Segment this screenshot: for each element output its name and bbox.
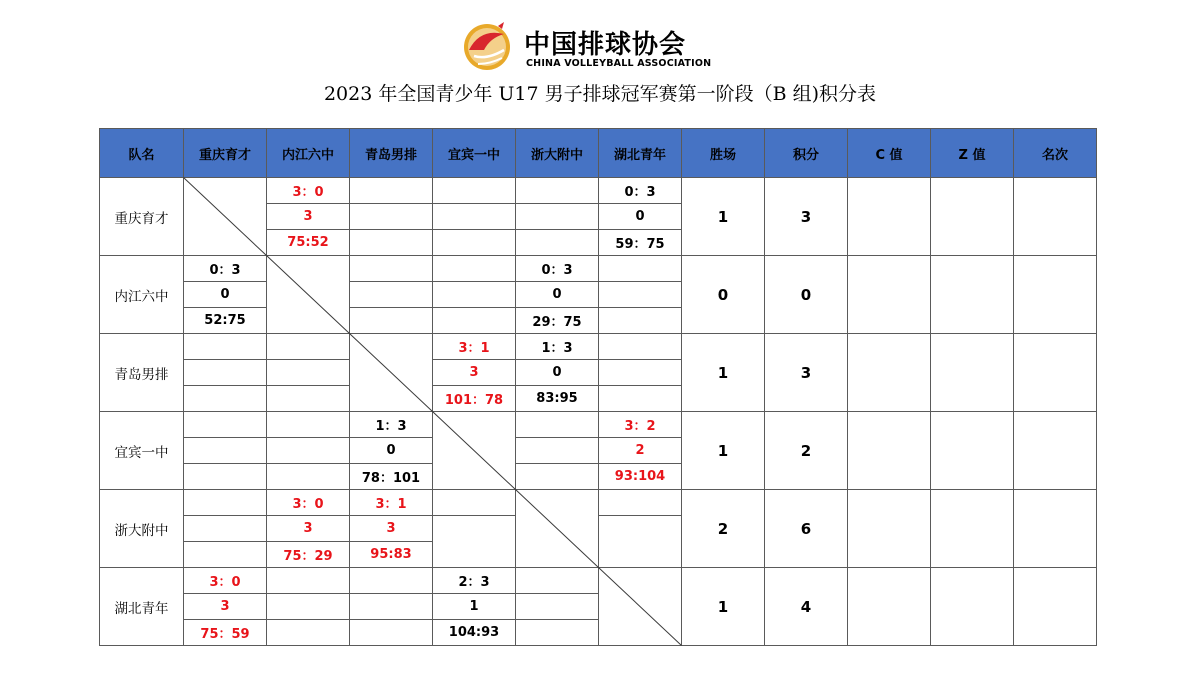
match-result-cell xyxy=(599,282,682,308)
column-header: 名次 xyxy=(1014,129,1097,178)
match-result-cell xyxy=(433,178,516,204)
standings-table xyxy=(99,128,1097,646)
c-value-cell xyxy=(848,412,931,490)
z-value-cell xyxy=(931,490,1014,568)
team-name: 内江六中 xyxy=(100,256,184,334)
cva-logo xyxy=(460,20,712,72)
match-result-cell: 3：0 xyxy=(267,178,350,204)
match-result-cell: 3：0 xyxy=(184,568,267,594)
match-result-cell: 3：1 xyxy=(433,334,516,360)
match-result-cell xyxy=(599,308,682,334)
match-result-cell xyxy=(267,334,350,360)
table-row xyxy=(100,334,1097,360)
team-name: 湖北青年 xyxy=(100,568,184,646)
match-result-cell: 3 xyxy=(267,516,350,542)
match-result-cell xyxy=(184,542,267,568)
match-result-cell: 104:93 xyxy=(433,620,516,646)
match-result-cell: 3：2 xyxy=(599,412,682,438)
match-result-cell: 0 xyxy=(350,438,433,464)
wins-cell: 2 xyxy=(682,490,765,568)
c-value-cell xyxy=(848,490,931,568)
match-result-cell xyxy=(516,178,599,204)
c-value-cell xyxy=(848,178,931,256)
match-result-cell xyxy=(433,542,516,568)
match-result-cell xyxy=(433,490,516,516)
wins-cell: 1 xyxy=(682,334,765,412)
match-result-cell: 0：3 xyxy=(184,256,267,282)
column-header: 积分 xyxy=(765,129,848,178)
column-header: 青岛男排 xyxy=(350,129,433,178)
points-cell: 3 xyxy=(765,178,848,256)
wins-cell: 0 xyxy=(682,256,765,334)
self-match-cell xyxy=(599,568,682,646)
wins-cell: 1 xyxy=(682,568,765,646)
match-result-cell: 3 xyxy=(267,204,350,230)
match-result-cell xyxy=(516,620,599,646)
column-header: 宜宾一中 xyxy=(433,129,516,178)
match-result-cell xyxy=(350,620,433,646)
match-result-cell xyxy=(267,412,350,438)
match-result-cell: 3 xyxy=(350,516,433,542)
match-result-cell: 93:104 xyxy=(599,464,682,490)
match-result-cell: 0 xyxy=(516,360,599,386)
column-header: Z 值 xyxy=(931,129,1014,178)
match-result-cell: 3：1 xyxy=(350,490,433,516)
self-match-cell xyxy=(350,334,433,412)
match-result-cell xyxy=(516,464,599,490)
rank-cell xyxy=(1014,178,1097,256)
points-cell: 6 xyxy=(765,490,848,568)
match-result-cell: 29：75 xyxy=(516,308,599,334)
self-match-cell xyxy=(433,412,516,490)
team-name: 青岛男排 xyxy=(100,334,184,412)
match-result-cell: 3 xyxy=(184,594,267,620)
match-result-cell xyxy=(267,620,350,646)
match-result-cell xyxy=(350,204,433,230)
match-result-cell: 78：101 xyxy=(350,464,433,490)
logo-chinese-name: 中国排球协会 xyxy=(524,30,687,60)
match-result-cell: 75：59 xyxy=(184,620,267,646)
z-value-cell xyxy=(931,412,1014,490)
column-header: 内江六中 xyxy=(267,129,350,178)
table-row xyxy=(100,412,1097,438)
match-result-cell xyxy=(516,438,599,464)
match-result-cell xyxy=(184,386,267,412)
match-result-cell xyxy=(184,360,267,386)
self-match-cell xyxy=(516,490,599,568)
match-result-cell xyxy=(267,438,350,464)
points-cell: 0 xyxy=(765,256,848,334)
c-value-cell xyxy=(848,568,931,646)
match-result-cell xyxy=(516,230,599,256)
rank-cell xyxy=(1014,490,1097,568)
column-header: 胜场 xyxy=(682,129,765,178)
match-result-cell xyxy=(516,594,599,620)
column-header: 队名 xyxy=(100,129,184,178)
rank-cell xyxy=(1014,568,1097,646)
table-row xyxy=(100,568,1097,594)
match-result-cell: 59：75 xyxy=(599,230,682,256)
match-result-cell xyxy=(267,568,350,594)
match-result-cell xyxy=(350,256,433,282)
match-result-cell xyxy=(599,334,682,360)
match-result-cell: 52:75 xyxy=(184,308,267,334)
match-result-cell xyxy=(599,542,682,568)
table-row xyxy=(100,256,1097,282)
match-result-cell xyxy=(184,334,267,360)
match-result-cell xyxy=(433,282,516,308)
match-result-cell xyxy=(433,308,516,334)
points-cell: 2 xyxy=(765,412,848,490)
standings-body xyxy=(100,178,1097,646)
match-result-cell: 75：29 xyxy=(267,542,350,568)
match-result-cell xyxy=(267,464,350,490)
match-result-cell xyxy=(350,178,433,204)
c-value-cell xyxy=(848,334,931,412)
z-value-cell xyxy=(931,178,1014,256)
column-header: 重庆育才 xyxy=(184,129,267,178)
points-cell: 3 xyxy=(765,334,848,412)
match-result-cell xyxy=(267,360,350,386)
wins-cell: 1 xyxy=(682,412,765,490)
match-result-cell: 2 xyxy=(599,438,682,464)
match-result-cell xyxy=(516,412,599,438)
match-result-cell: 2：3 xyxy=(433,568,516,594)
match-result-cell xyxy=(599,386,682,412)
match-result-cell xyxy=(350,308,433,334)
match-result-cell: 1：3 xyxy=(516,334,599,360)
z-value-cell xyxy=(931,334,1014,412)
z-value-cell xyxy=(931,568,1014,646)
match-result-cell xyxy=(350,282,433,308)
match-result-cell xyxy=(184,464,267,490)
rank-cell xyxy=(1014,412,1097,490)
match-result-cell xyxy=(599,516,682,542)
volleyball-emblem-icon xyxy=(460,20,514,72)
page-title: 2023 年全国青少年 U17 男子排球冠军赛第一阶段（B 组)积分表 xyxy=(323,83,877,105)
match-result-cell: 0：3 xyxy=(516,256,599,282)
match-result-cell: 101：78 xyxy=(433,386,516,412)
match-result-cell: 95:83 xyxy=(350,542,433,568)
column-header: 湖北青年 xyxy=(599,129,682,178)
team-name: 重庆育才 xyxy=(100,178,184,256)
wins-cell: 1 xyxy=(682,178,765,256)
self-match-cell xyxy=(184,178,267,256)
match-result-cell xyxy=(433,230,516,256)
match-result-cell xyxy=(184,516,267,542)
match-result-cell xyxy=(433,204,516,230)
match-result-cell xyxy=(599,360,682,386)
column-header: C 值 xyxy=(848,129,931,178)
team-name: 宜宾一中 xyxy=(100,412,184,490)
rank-cell xyxy=(1014,334,1097,412)
match-result-cell xyxy=(599,256,682,282)
match-result-cell: 0 xyxy=(184,282,267,308)
match-result-cell xyxy=(267,594,350,620)
match-result-cell xyxy=(184,490,267,516)
match-result-cell: 0：3 xyxy=(599,178,682,204)
match-result-cell xyxy=(350,594,433,620)
match-result-cell xyxy=(184,438,267,464)
z-value-cell xyxy=(931,256,1014,334)
match-result-cell: 0 xyxy=(516,282,599,308)
match-result-cell: 1 xyxy=(433,594,516,620)
table-row xyxy=(100,178,1097,204)
header-row xyxy=(100,129,1097,178)
match-result-cell: 3：0 xyxy=(267,490,350,516)
match-result-cell xyxy=(516,568,599,594)
match-result-cell xyxy=(267,386,350,412)
table-row xyxy=(100,490,1097,516)
rank-cell xyxy=(1014,256,1097,334)
match-result-cell xyxy=(184,412,267,438)
self-match-cell xyxy=(267,256,350,334)
match-result-cell xyxy=(516,204,599,230)
team-name: 浙大附中 xyxy=(100,490,184,568)
logo-english-name: CHINA VOLLEYBALL ASSOCIATION xyxy=(526,58,712,69)
match-result-cell: 83:95 xyxy=(516,386,599,412)
match-result-cell xyxy=(350,230,433,256)
match-result-cell: 0 xyxy=(599,204,682,230)
points-cell: 4 xyxy=(765,568,848,646)
c-value-cell xyxy=(848,256,931,334)
match-result-cell: 3 xyxy=(433,360,516,386)
match-result-cell: 1：3 xyxy=(350,412,433,438)
match-result-cell xyxy=(433,256,516,282)
match-result-cell xyxy=(350,568,433,594)
match-result-cell xyxy=(433,516,516,542)
match-result-cell: 75:52 xyxy=(267,230,350,256)
match-result-cell xyxy=(599,490,682,516)
column-header: 浙大附中 xyxy=(516,129,599,178)
